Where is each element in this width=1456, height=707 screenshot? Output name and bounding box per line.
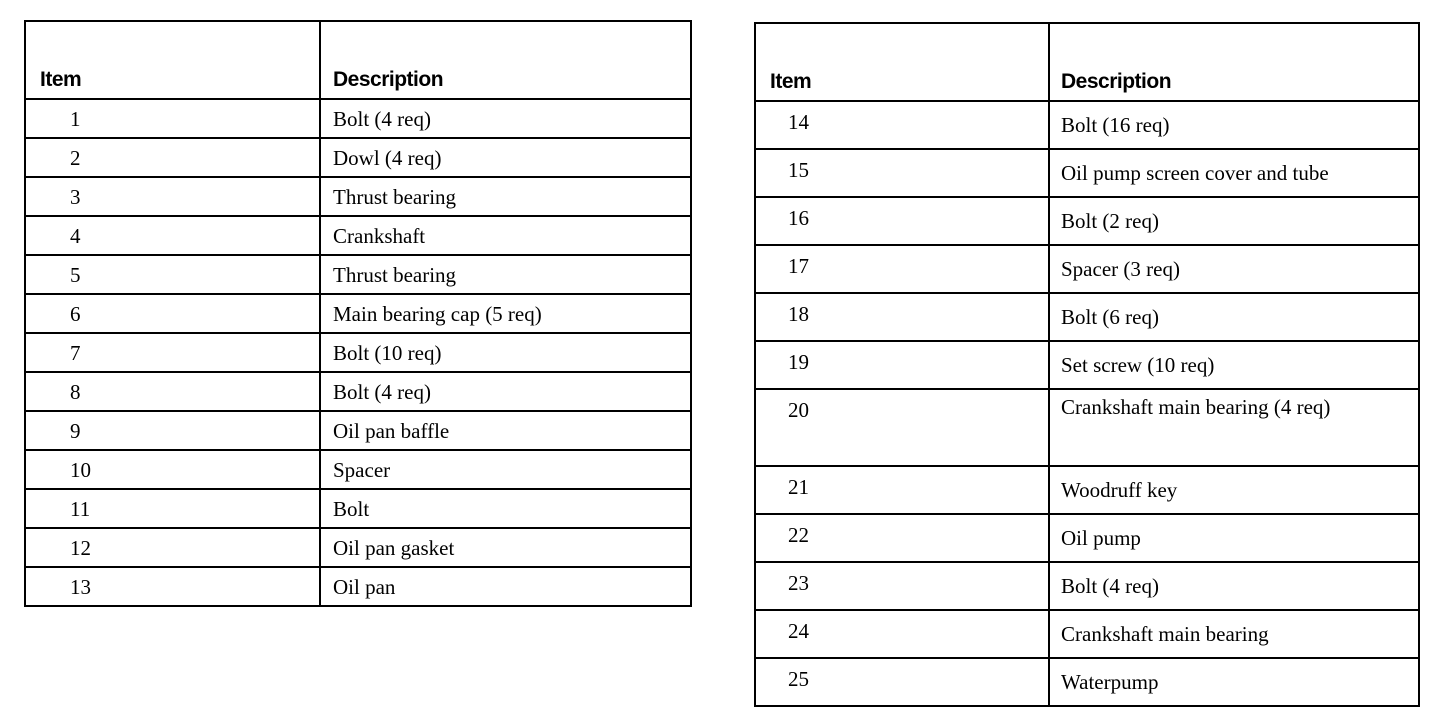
description-cell: Set screw (10 req) <box>1049 341 1419 389</box>
description-cell: Bolt (10 req) <box>320 333 691 372</box>
item-number-cell: 25 <box>755 658 1049 706</box>
item-number-cell: 7 <box>25 333 320 372</box>
item-number-cell: 13 <box>25 567 320 606</box>
table-row <box>25 567 691 606</box>
item-number-cell: 4 <box>25 216 320 255</box>
parts-table-body <box>755 23 1419 706</box>
item-column-header: Item <box>755 23 1049 101</box>
description-cell: Dowl (4 req) <box>320 138 691 177</box>
table-row <box>755 466 1419 514</box>
item-number-cell: 3 <box>25 177 320 216</box>
item-number-cell: 22 <box>755 514 1049 562</box>
description-cell: Bolt (6 req) <box>1049 293 1419 341</box>
description-cell: Bolt (4 req) <box>320 99 691 138</box>
item-number-cell: 12 <box>25 528 320 567</box>
table-row <box>755 341 1419 389</box>
table-row <box>755 149 1419 197</box>
description-cell: Spacer <box>320 450 691 489</box>
table-row <box>755 514 1419 562</box>
item-column-header: Item <box>25 21 320 99</box>
description-cell: Crankshaft main bearing (4 req) <box>1049 389 1419 466</box>
item-number-cell: 2 <box>25 138 320 177</box>
table-row <box>755 293 1419 341</box>
item-number-cell: 11 <box>25 489 320 528</box>
description-cell: Bolt (4 req) <box>1049 562 1419 610</box>
description-cell: Crankshaft <box>320 216 691 255</box>
table-row <box>755 562 1419 610</box>
table-header-row <box>755 23 1419 101</box>
parts-table-left <box>24 20 692 607</box>
item-number-cell: 24 <box>755 610 1049 658</box>
item-number-cell: 8 <box>25 372 320 411</box>
description-column-header: Description <box>1049 23 1419 101</box>
table-header-row <box>25 21 691 99</box>
description-cell: Crankshaft main bearing <box>1049 610 1419 658</box>
table-row <box>25 177 691 216</box>
item-number-cell: 18 <box>755 293 1049 341</box>
item-number-cell: 14 <box>755 101 1049 149</box>
table-row <box>755 197 1419 245</box>
description-column-header: Description <box>320 21 691 99</box>
table-row <box>755 389 1419 466</box>
item-number-cell: 16 <box>755 197 1049 245</box>
description-cell: Bolt (16 req) <box>1049 101 1419 149</box>
description-cell: Oil pan baffle <box>320 411 691 450</box>
table-row <box>25 528 691 567</box>
table-row <box>25 489 691 528</box>
item-number-cell: 15 <box>755 149 1049 197</box>
parts-table-right <box>754 22 1420 707</box>
item-number-cell: 19 <box>755 341 1049 389</box>
description-cell: Oil pump <box>1049 514 1419 562</box>
description-cell: Woodruff key <box>1049 466 1419 514</box>
description-cell: Thrust bearing <box>320 255 691 294</box>
table-row <box>755 101 1419 149</box>
item-number-cell: 5 <box>25 255 320 294</box>
table-row <box>755 245 1419 293</box>
item-number-cell: 6 <box>25 294 320 333</box>
table-row <box>25 216 691 255</box>
table-row <box>25 99 691 138</box>
item-number-cell: 1 <box>25 99 320 138</box>
item-number-cell: 17 <box>755 245 1049 293</box>
description-cell: Bolt <box>320 489 691 528</box>
item-number-cell: 10 <box>25 450 320 489</box>
table-row <box>755 610 1419 658</box>
table-row <box>25 138 691 177</box>
table-row <box>755 658 1419 706</box>
description-cell: Oil pan gasket <box>320 528 691 567</box>
table-row <box>25 411 691 450</box>
description-cell: Spacer (3 req) <box>1049 245 1419 293</box>
table-row <box>25 333 691 372</box>
item-number-cell: 9 <box>25 411 320 450</box>
table-row <box>25 450 691 489</box>
item-number-cell: 20 <box>755 389 1049 466</box>
description-cell: Thrust bearing <box>320 177 691 216</box>
description-cell: Main bearing cap (5 req) <box>320 294 691 333</box>
table-row <box>25 294 691 333</box>
description-cell: Waterpump <box>1049 658 1419 706</box>
item-number-cell: 23 <box>755 562 1049 610</box>
description-cell: Bolt (4 req) <box>320 372 691 411</box>
parts-table-body <box>25 21 691 606</box>
table-row <box>25 255 691 294</box>
description-cell: Bolt (2 req) <box>1049 197 1419 245</box>
item-number-cell: 21 <box>755 466 1049 514</box>
description-cell: Oil pump screen cover and tube <box>1049 149 1419 197</box>
table-row <box>25 372 691 411</box>
description-cell: Oil pan <box>320 567 691 606</box>
